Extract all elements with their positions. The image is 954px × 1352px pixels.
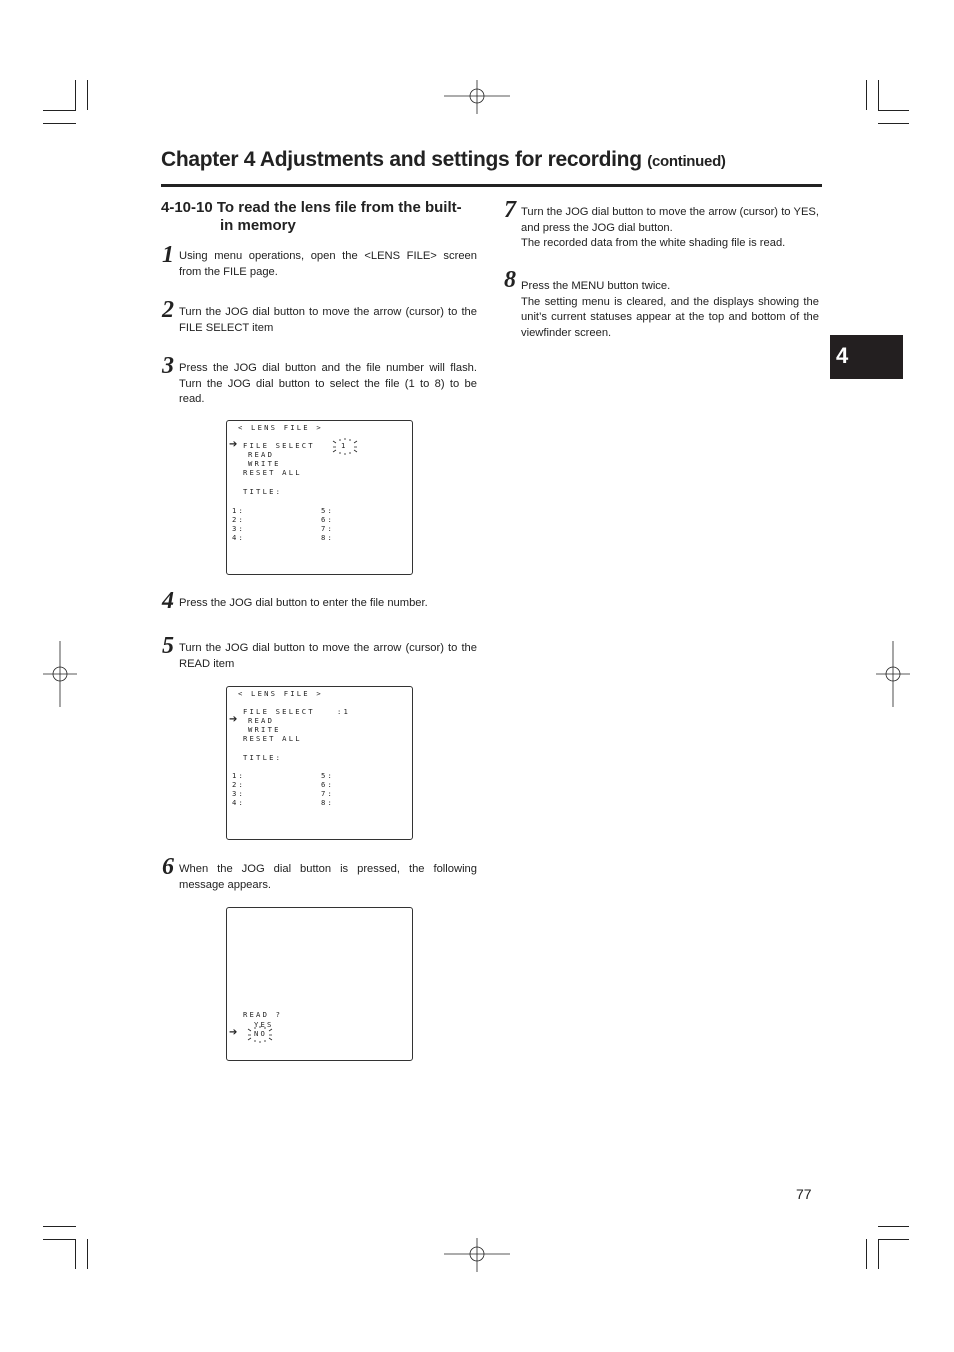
step-text-line: Press the MENU button twice. — [521, 280, 671, 292]
step-text: Using menu operations, open the <LENS FILE> screen from the FILE page. — [179, 250, 477, 278]
file-select-item: FILE SELECT — [243, 441, 315, 450]
section-heading-line2: in memory — [220, 217, 296, 234]
read-confirm-screen — [226, 907, 413, 1061]
section-heading — [161, 199, 481, 235]
file-slot: 3: — [232, 789, 246, 798]
lens-file-screen-2 — [226, 686, 413, 840]
file-slot: 6: — [321, 780, 335, 789]
write-item: WRITE — [248, 725, 281, 734]
file-slot: 6: — [321, 515, 335, 524]
step-text: Press the JOG dial button and the file number will flash. Turn the JOG dial button to select the file (1 to 8) to be read. — [179, 362, 477, 406]
read-question: READ ? — [243, 1010, 283, 1019]
cursor-arrow-icon: ➔ — [229, 439, 238, 450]
step-number: 4 — [162, 588, 174, 614]
cursor-arrow-icon: ➔ — [229, 1027, 238, 1038]
chapter-tab — [830, 335, 903, 379]
file-slot: 4: — [232, 798, 246, 807]
read-item: READ — [248, 716, 275, 725]
screen-title: < LENS FILE > — [238, 689, 323, 698]
file-select-value: :1 — [337, 707, 351, 716]
registration-mark-top — [444, 80, 510, 114]
file-slot: 8: — [321, 533, 335, 542]
step-number: 6 — [162, 854, 174, 880]
step-text-line: The recorded data from the white shading file is read. — [521, 237, 786, 250]
step-number: 3 — [162, 353, 174, 379]
registration-mark-bottom — [444, 1238, 510, 1272]
read-item: READ — [248, 450, 275, 459]
step-text-line: The setting menu is cleared, and the displays showing the unit’s current statuses appear at the top and bottom of the viewfinder screen. — [521, 295, 819, 339]
step-number: 1 — [162, 242, 174, 268]
file-slot: 3: — [232, 524, 246, 533]
file-slot: 8: — [321, 798, 335, 807]
file-slot: 1: — [232, 506, 246, 515]
step-text — [521, 205, 819, 252]
screen-title: < LENS FILE > — [238, 423, 323, 432]
file-select-item: FILE SELECT — [243, 707, 315, 716]
reset-all-item: RESET ALL — [243, 468, 302, 477]
step-number: 7 — [504, 197, 516, 223]
page-number: 77 — [796, 1186, 812, 1202]
step-number: 2 — [162, 297, 174, 323]
lens-file-screen-1 — [226, 420, 413, 575]
title-label: TITLE: — [243, 753, 283, 762]
no-option: NO — [254, 1029, 268, 1038]
chapter-tab-label: 4 — [836, 343, 849, 368]
reset-all-item: RESET ALL — [243, 734, 302, 743]
file-select-value: 1 — [341, 441, 348, 450]
step-text — [521, 279, 819, 341]
file-slot: 1: — [232, 771, 246, 780]
continued-label: (continued) — [647, 153, 726, 170]
file-slot: 5: — [321, 771, 335, 780]
title-label: TITLE: — [243, 487, 283, 496]
file-slot: 4: — [232, 533, 246, 542]
header-rule — [161, 184, 822, 187]
file-slot: 5: — [321, 506, 335, 515]
chapter-title — [161, 148, 726, 172]
write-item: WRITE — [248, 459, 281, 468]
cursor-arrow-icon: ➔ — [229, 714, 238, 725]
step-text: Turn the JOG dial button to move the arrow (cursor) to the READ item — [179, 642, 477, 670]
file-slot: 2: — [232, 780, 246, 789]
file-slot: 7: — [321, 789, 335, 798]
file-slot: 7: — [321, 524, 335, 533]
yes-option: YES — [254, 1020, 274, 1029]
step-text: When the JOG dial button is pressed, the following message appears. — [179, 863, 477, 891]
registration-mark-left — [43, 641, 77, 707]
chapter-title-text: Chapter 4 Adjustments and settings for recording — [161, 148, 642, 171]
step-text-line: Turn the JOG dial button to move the arrow (cursor) to YES, and press the JOG dial button. — [521, 206, 819, 234]
registration-mark-right — [876, 641, 910, 707]
step-text: Press the JOG dial button to enter the file number. — [179, 597, 428, 609]
step-number: 8 — [504, 267, 516, 293]
step-text: Turn the JOG dial button to move the arrow (cursor) to the FILE SELECT item — [179, 306, 477, 334]
step-number: 5 — [162, 633, 174, 659]
file-slot: 2: — [232, 515, 246, 524]
section-heading-line1: 4-10-10 To read the lens file from the built- — [161, 199, 462, 216]
